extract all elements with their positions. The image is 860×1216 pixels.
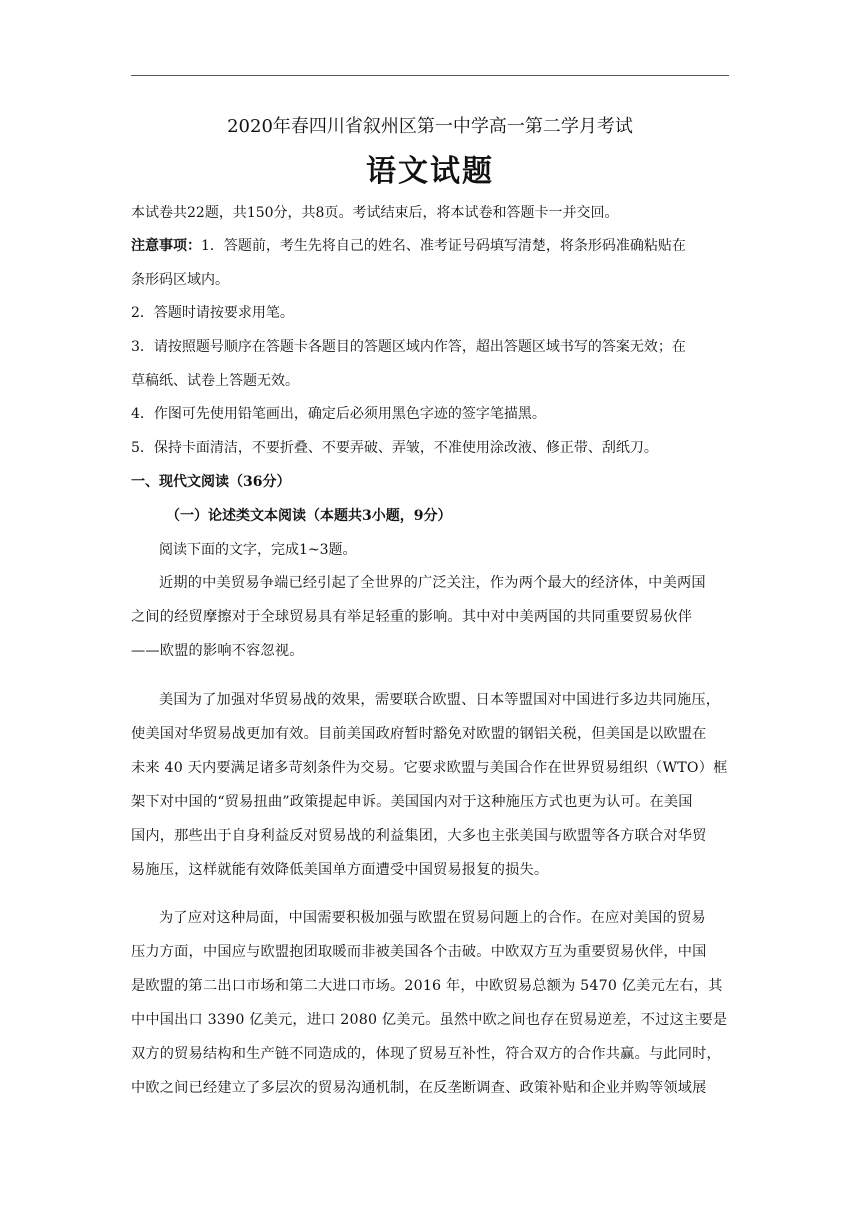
passage-line: 之间的经贸摩擦对于全球贸易具有举足轻重的影响。其中对中美两国的共同重要贸易伙伴 xyxy=(131,609,693,625)
subject-title: 语文试题 xyxy=(366,154,494,189)
passage-line: 国内，那些出于自身利益反对贸易战的利益集团，大多也主张美国与欧盟等各方联合对华贸 xyxy=(131,828,707,844)
passage-line: 架下对中国的“贸易扭曲”政策提起申诉。美国国内对于这种施压方式也更为认可。在美国 xyxy=(131,794,693,810)
passage-line: 为了应对这种局面，中国需要积极加强与欧盟在贸易问题上的合作。在应对美国的贸易 xyxy=(159,910,706,926)
passage-line: 易施压，这样就能有效降低美国单方面遭受中国贸易报复的损失。 xyxy=(131,862,549,878)
passage-line: ——欧盟的影响不容忽视。 xyxy=(131,643,304,659)
notice-item-4: 4．作图可先使用铅笔画出，确定后必须用黑色字迹的签字笔描黑。 xyxy=(131,406,546,422)
passage-line: 美国为了加强对华贸易战的效果，需要联合欧盟、日本等盟国对中国进行多边共同施压， xyxy=(159,692,721,708)
passage-line: 是欧盟的第二出口市场和第二大进口市场。2016 年，中欧贸易总额为 5470 亿美元左右，其 xyxy=(131,978,723,994)
notice-item-1-cont: 条形码区域内。 xyxy=(131,272,229,288)
passage-line: 中欧之间已经建立了多层次的贸易沟通机制，在反垄断调查、政策补贴和企业并购等领域展 xyxy=(131,1080,707,1096)
exam-title: 2020年春四川省叙州区第一中学高一第二学月考试 xyxy=(227,116,633,137)
notice-label: 注意事项： xyxy=(131,238,201,254)
intro-text: 本试卷共22题，共150分，共8页。考试结束后，将本试卷和答题卡一并交回。 xyxy=(131,205,619,221)
notice-item-5: 5．保持卡面清洁，不要折叠、不要弄破、弄皱，不准使用涂改液、修正带、刮纸刀。 xyxy=(131,440,658,456)
passage-line: 使美国对华贸易战更加有效。目前美国政府暂时豁免对欧盟的钢铝关税，但美国是以欧盟在 xyxy=(131,726,707,742)
passage-line: 双方的贸易结构和生产链不同造成的，体现了贸易互补性，符合双方的合作共赢。与此同时， xyxy=(131,1046,721,1062)
notice-item-3: 3．请按照题号顺序在答题卡各题目的答题区域内作答，超出答题区域书写的答案无效；在 xyxy=(131,339,686,355)
notice-item-1: 1．答题前，考生先将自己的姓名、准考证号码填写清楚，将条形码准确粘贴在 xyxy=(201,238,686,254)
reading-instruction: 阅读下面的文字，完成1~3题。 xyxy=(159,542,357,558)
notice-line xyxy=(131,236,729,256)
section-heading: 一、现代文阅读（36分） xyxy=(131,474,291,490)
subsection-heading: （一）论述类文本阅读（本题共3小题，9分） xyxy=(166,508,452,524)
notice-item-3-cont: 草稿纸、试卷上答题无效。 xyxy=(131,373,299,389)
notice-item-2: 2．答题时请按要求用笔。 xyxy=(131,305,294,321)
passage-line: 压力方面，中国应与欧盟抱团取暖而非被美国各个击破。中欧双方互为重要贸易伙伴，中国 xyxy=(131,944,707,960)
passage-line: 中中国出口 3390 亿美元，进口 2080 亿美元。虽然中欧之间也存在贸易逆差，不过这主要是 xyxy=(131,1012,728,1028)
passage-line: 近期的中美贸易争端已经引起了全世界的广泛关注，作为两个最大的经济体，中美两国 xyxy=(159,575,706,591)
header-rule xyxy=(131,75,729,76)
passage-line: 未来 40 天内要满足诸多苛刻条件为交易。它要求欧盟与美国合作在世界贸易组织（WTO）框 xyxy=(131,760,728,776)
